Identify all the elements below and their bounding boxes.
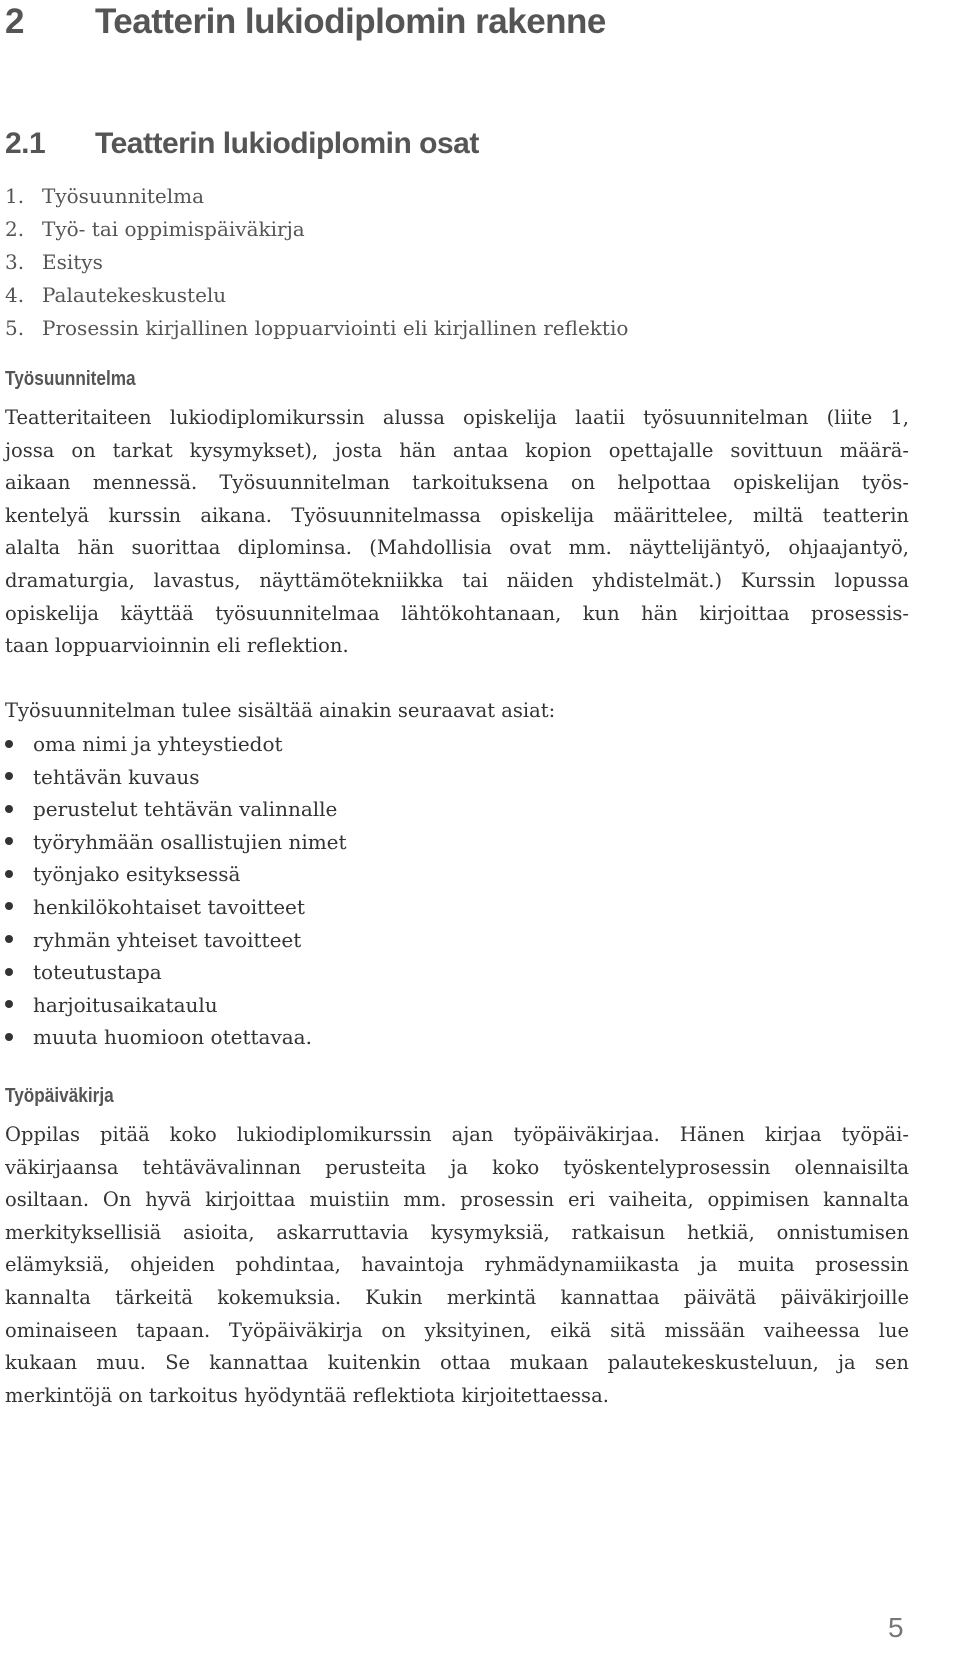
chapter-title: Teatterin lukiodiplomin rakenne	[95, 2, 606, 41]
text-line: ominaiseen tapaan. Työpäiväkirja on yksityinen, eikä sitä missään vaiheessa lue	[5, 1318, 909, 1342]
list-item: 4. Palautekeskustelu	[5, 283, 227, 307]
text-line: Teatteritaiteen lukiodiplomikurssin alussa opiskelija laatii työsuunnitelman (liite 1,	[5, 406, 909, 429]
bullet-icon	[5, 968, 13, 976]
list-item: 1. Työsuunnitelma	[5, 184, 205, 208]
text-line: taan loppuarvioinnin eli reflektion.	[5, 634, 349, 658]
list-item: ryhmän yhteiset tavoitteet	[5, 924, 347, 957]
text-line: jossa on tarkat kysymykset), josta hän antaa kopion opettajalle sovittuun määrä-	[5, 438, 909, 462]
text-line: Oppilas pitää koko lukiodiplomikurssin ajan työpäiväkirjaa. Hänen kirjaa työpäi-	[5, 1123, 909, 1146]
text-line: kentelyä kurssin aikana. Työsuunnitelmassa opiskelija määrittelee, miltä teatterin	[5, 503, 909, 527]
text-line: kannalta tärkeitä kokemuksia. Kukin merkintä kannattaa päivätä päiväkirjoille	[5, 1285, 909, 1309]
section-title: Teatterin lukiodiplomin osat	[95, 127, 479, 160]
list-item: 2. Työ- tai oppimispäiväkirja	[5, 217, 305, 241]
text-line: osiltaan. On hyvä kirjoittaa muistiin mm. prosessin eri vaiheita, oppimisen kannalta	[5, 1188, 909, 1212]
list-item: työryhmään osallistujien nimet	[5, 826, 347, 859]
list-item: muuta huomioon otettavaa.	[5, 1021, 347, 1054]
list-item: perustelut tehtävän valinnalle	[5, 793, 347, 826]
text-line: merkityksellisiä asioita, askarruttavia kysymyksiä, ratkaisun hetkiä, onnistumisen	[5, 1220, 909, 1244]
list-item: oma nimi ja yhteystiedot	[5, 728, 347, 761]
text-line: dramaturgia, lavastus, näyttämötekniikka tai näiden yhdistelmät.) Kurssin lopussa	[5, 568, 909, 592]
text-line: elämyksiä, ohjeiden pohdintaa, havaintoja ryhmädynamiikasta ja muita prosessin	[5, 1253, 909, 1277]
page-number: 5	[888, 1612, 904, 1643]
bullet-icon	[5, 935, 13, 943]
bullet-icon	[5, 837, 13, 845]
bullet-icon	[5, 772, 13, 780]
parts-list	[5, 180, 628, 345]
bullet-icon	[5, 740, 13, 748]
subheading-tyosuunnitelma: Työsuunnitelma	[5, 368, 136, 390]
text-line: alalta hän suorittaa diplominsa. (Mahdollisia ovat mm. näyttelijäntyö, ohjaajantyö,	[5, 536, 909, 560]
text-line: opiskelija käyttää työsuunnitelmaa lähtökohtanaan, kun hän kirjoittaa prosessis-	[5, 601, 909, 625]
bullet-icon	[5, 870, 13, 878]
section-heading	[5, 127, 479, 161]
text-line: aikaan mennessä. Työsuunnitelman tarkoituksena on helpottaa opiskelijan työs-	[5, 471, 909, 495]
list-item: työnjako esityksessä	[5, 858, 347, 891]
chapter-heading	[5, 2, 606, 42]
contents-intro: Työsuunnitelman tulee sisältää ainakin seuraavat asiat:	[5, 699, 556, 722]
list-item: henkilökohtaiset tavoitteet	[5, 891, 347, 924]
list-item: harjoitusaikataulu	[5, 989, 347, 1022]
text-line: kukaan muu. Se kannattaa kuitenkin ottaa mukaan palautekeskusteluun, ja sen	[5, 1351, 909, 1375]
text-line: merkintöjä on tarkoitus hyödyntää reflektiota kirjoitettaessa.	[5, 1383, 609, 1407]
text-line: väkirjaansa tehtävävalinnan perusteita ja koko työskentelyprosessin olennaisilta	[5, 1155, 909, 1179]
bullet-icon	[5, 1033, 13, 1041]
list-item: 3. Esitys	[5, 250, 103, 274]
contents-bullet-list	[5, 728, 347, 1054]
subheading-tyopaivakirja: Työpäiväkirja	[5, 1085, 114, 1107]
list-item: 5. Prosessin kirjallinen loppuarviointi eli kirjallinen reflektio	[5, 316, 629, 340]
bullet-icon	[5, 1000, 13, 1008]
section-number: 2.1	[5, 127, 46, 160]
paragraph-tyosuunnitelma	[5, 402, 909, 663]
list-item: toteutustapa	[5, 956, 347, 989]
bullet-icon	[5, 805, 13, 813]
chapter-number: 2	[5, 2, 24, 41]
bullet-icon	[5, 902, 13, 910]
list-item: tehtävän kuvaus	[5, 761, 347, 794]
paragraph-tyopaivakirja	[5, 1119, 909, 1412]
